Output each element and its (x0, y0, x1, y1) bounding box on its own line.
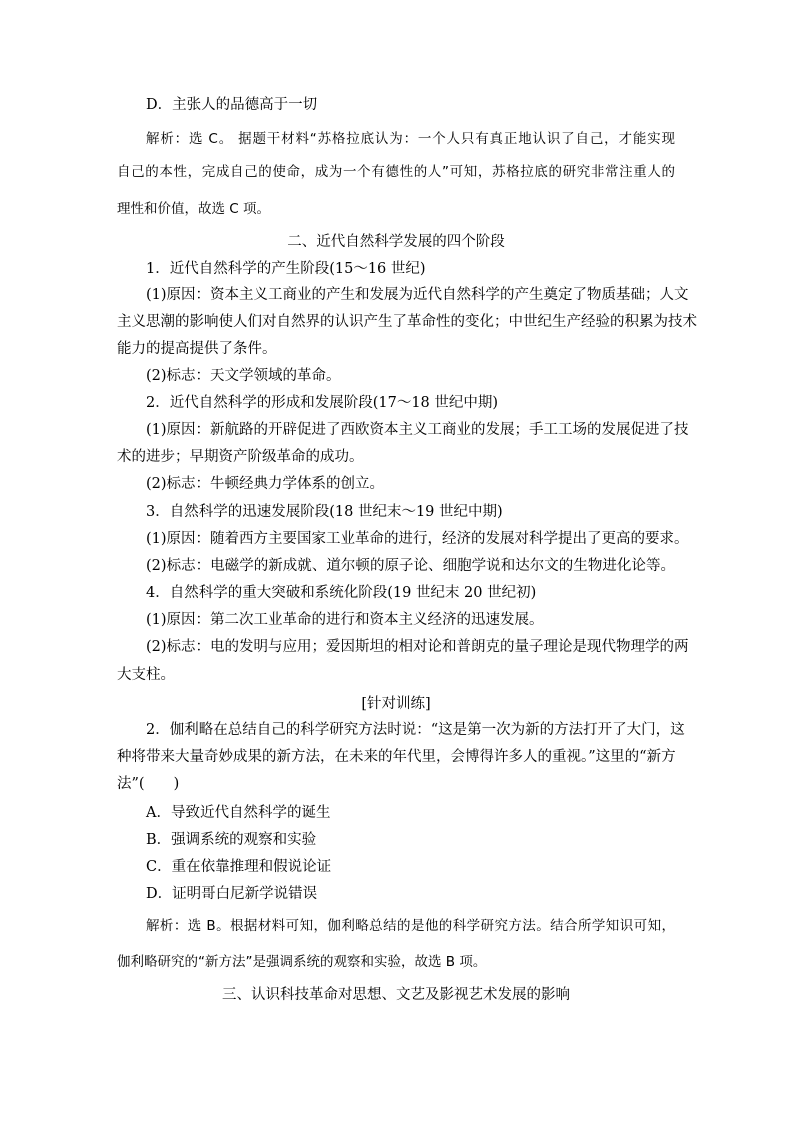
stage-reason-line: 能力的提高提供了条件。 (117, 341, 277, 357)
q2-analysis-line: 伽利略研究的“新方法”是强调系统的观察和实验，故选 B 项。 (117, 954, 487, 970)
stage-reason: (1)原因：随着西方主要国家工业革命的进行，经济的发展对科学提出了更高的要求。 (146, 531, 689, 547)
q1-option-d: D．主张人的品德高于一切 (146, 97, 318, 113)
q1-analysis-line: 理性和价值，故选 C 项。 (117, 201, 271, 217)
q1-analysis-line: 解析：选 C。 据题干材料“苏格拉底认为：一个人只有真正地认识了自己，才能实现 (146, 131, 675, 147)
stage-reason-line: 术的进步；早期资产阶级革命的成功。 (117, 449, 364, 465)
stage-mark: (2)标志：牛顿经典力学体系的创立。 (146, 476, 385, 492)
q2-option-b: B．强调系统的观察和实验 (146, 832, 317, 848)
stage-title: 2．近代自然科学的形成和发展阶段(17～18 世纪中期) (146, 395, 499, 411)
q2-stem-line: 种将带来大量奇妙成果的新方法，在未来的年代里，会博得许多人的重视。”这里的“新方 (117, 749, 676, 765)
training-heading: [针对训练] (361, 696, 431, 712)
stage-mark-line: (2)标志：电的发明与应用；爱因斯坦的相对论和普朗克的量子理论是现代物理学的两 (146, 639, 689, 655)
q2-analysis-line: 解析：选 B。根据材料可知，伽利略总结的是他的科学研究方法。结合所学知识可知， (146, 918, 675, 934)
stage-reason-line: (1)原因：新航路的开辟促进了西欧资本主义工商业的发展；手工工场的发展促进了技 (146, 422, 689, 438)
stage-title: 3．自然科学的迅速发展阶段(18 世纪末～19 世纪中期) (146, 504, 503, 520)
q2-option-c: C．重在依靠推理和假说论证 (146, 859, 332, 875)
stage-mark: (2)标志：天文学领域的革命。 (146, 368, 341, 384)
q2-stem-line: 2．伽利略在总结自己的科学研究方法时说：“这是第一次为新的方法打开了大门，这 (146, 722, 685, 738)
stage-title: 4．自然科学的重大突破和系统化阶段(19 世纪末 20 世纪初) (146, 585, 537, 601)
stage-reason-line: 主义思潮的影响使人们对自然界的认识产生了革命性的变化；中世纪生产经验的积累为技术 (117, 314, 697, 330)
stage-title: 1．近代自然科学的产生阶段(15～16 世纪) (146, 261, 426, 277)
q2-stem-line: 法”( ) (117, 776, 180, 792)
section-heading: 三、认识科技革命对思想、文艺及影视艺术发展的影响 (222, 987, 570, 1003)
stage-reason-line: (1)原因：资本主义工商业的产生和发展为近代自然科学的产生奠定了物质基础；人文 (146, 287, 689, 303)
stage-mark: (2)标志：电磁学的新成就、道尔顿的原子论、细胞学说和达尔文的生物进化论等。 (146, 558, 675, 574)
section-heading: 二、近代自然科学发展的四个阶段 (287, 234, 505, 250)
q2-option-d: D．证明哥白尼新学说错误 (146, 886, 318, 902)
q2-option-a: A．导致近代自然科学的诞生 (146, 805, 331, 821)
stage-mark-line: 大支柱。 (117, 667, 175, 683)
q1-analysis-line: 自己的本性，完成自己的使命，成为一个有德性的人”可知，苏格拉底的研究非常注重人的 (117, 164, 675, 180)
stage-reason: (1)原因：第二次工业革命的进行和资本主义经济的迅速发展。 (146, 612, 544, 628)
